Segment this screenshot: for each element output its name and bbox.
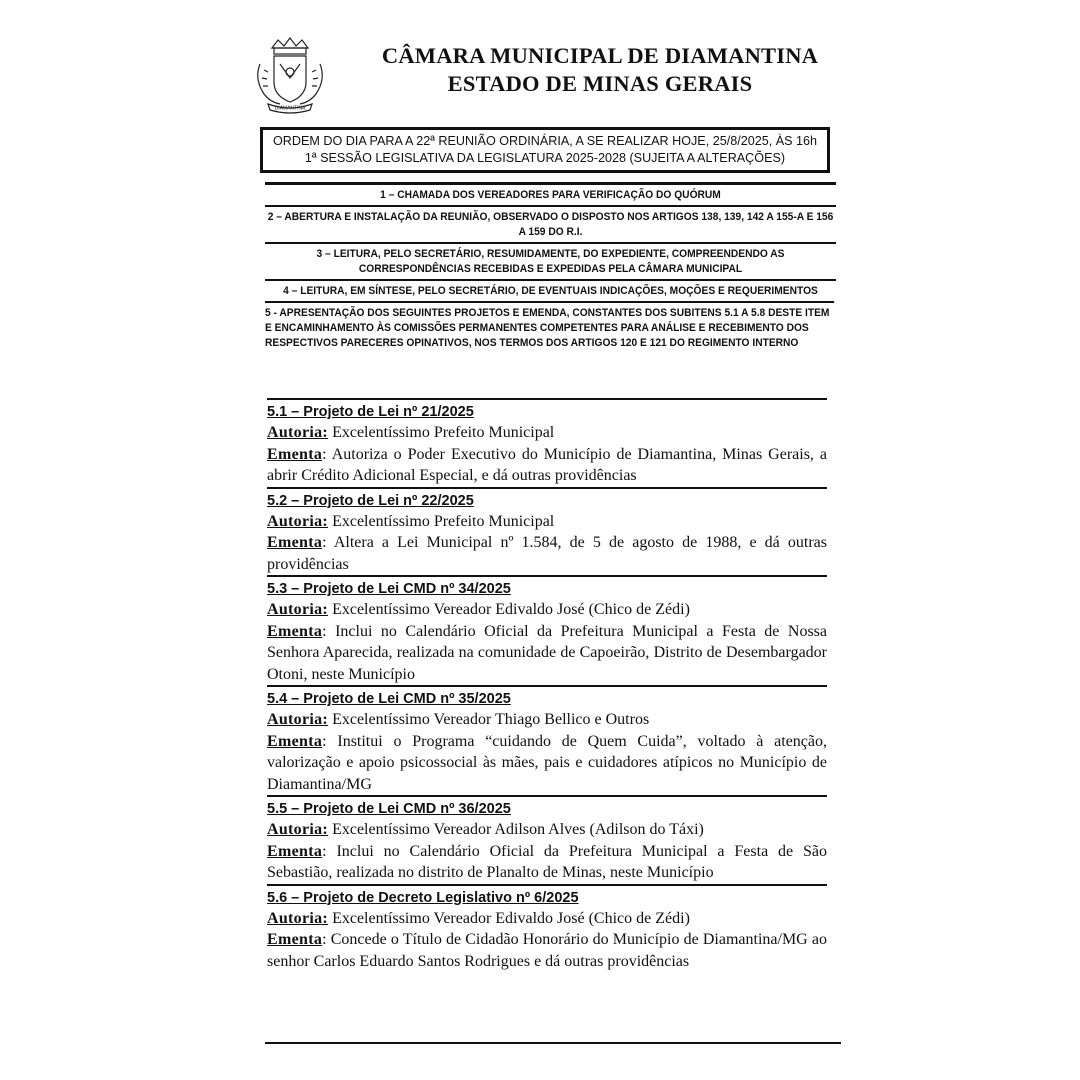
- project-item: 5.5 – Projeto de Lei CMD nº 36/2025 Autoria: Excelentíssimo Vereador Adilson Alves (Adilson do Táxi) Ementa: Inclui no Calendário Oficial da Prefeitura Municipal a Festa de São Sebastião, realizada no distrito de Planalto de Minas, neste Município: [267, 795, 827, 884]
- order-line-2: 1ª SESSÃO LEGISLATIVA DA LEGISLATURA 2025-2028 (SUJEITA A ALTERAÇÕES): [304, 151, 786, 165]
- ementa-label: Ementa: [267, 445, 323, 463]
- agenda-item-2: 2 – ABERTURA E INSTALAÇÃO DA REUNIÃO, OBSERVADO O DISPOSTO NOS ARTIGOS 138, 139, 142 A 155-A E 156 A 159 DO R.I.: [265, 205, 836, 242]
- project-summary: Institui o Programa “cuidando de Quem Cuida”, voltado à atenção, valorização e apoio psicossocial às mães, pais e cuidadores atípicos no Município de Diamantina/MG: [267, 732, 827, 793]
- project-title: 5.5 – Projeto de Lei CMD nº 36/2025: [267, 801, 511, 817]
- project-author: Excelentíssimo Prefeito Municipal: [332, 512, 555, 530]
- ementa-label: Ementa: [267, 732, 323, 750]
- project-author: Excelentíssimo Vereador Edivaldo José (Chico de Zédi): [332, 909, 690, 927]
- agenda-item-1: 1 – CHAMADA DOS VEREADORES PARA VERIFICAÇÃO DO QUÓRUM: [265, 182, 836, 205]
- project-title: 5.2 – Projeto de Lei nº 22/2025: [267, 492, 474, 509]
- state-title: ESTADO DE MINAS GERAIS: [447, 71, 753, 96]
- project-summary: Altera a Lei Municipal nº 1.584, de 5 de agosto de 1988, e dá outras providências: [267, 534, 827, 573]
- autoria-label: Autoria:: [267, 424, 329, 441]
- project-title: 5.6 – Projeto de Decreto Legislativo nº 6/2025: [267, 889, 579, 906]
- project-summary: Inclui no Calendário Oficial da Prefeitura Municipal a Festa de Nossa Senhora Aparecida, realizada na comunidade de Capoeirão, Distrito de Desembargador Otoni, neste Município: [267, 622, 828, 683]
- order-line-1: ORDEM DO DIA PARA A 22ª REUNIÃO ORDINÁRIA, A SE REALIZAR HOJE, 25/8/2025, ÀS 16h: [272, 134, 818, 148]
- ementa-label: Ementa: [267, 842, 323, 860]
- project-item: 5.4 – Projeto de Lei CMD nº 35/2025 Autoria: Excelentíssimo Vereador Thiago Bellico e Outros Ementa: Institui o Programa “cuidando de Quem Cuida”, voltado à atenção, valorização e apoio psicossocial às mães, pais e cuidadores atípicos no Município de Diamantina/MG: [267, 685, 827, 795]
- project-title: 5.3 – Projeto de Lei CMD nº 34/2025: [267, 581, 511, 597]
- agenda-item-3: 3 – LEITURA, PELO SECRETÁRIO, RESUMIDAMENTE, DO EXPEDIENTE, COMPREENDENDO AS CORRESPONDÊNCIAS RECEBIDAS E EXPEDIDAS PELA CÂMARA MUNICIPAL: [265, 242, 836, 279]
- order-of-day-box: [260, 127, 830, 173]
- ementa-label: Ementa: [267, 534, 323, 551]
- autoria-label: Autoria:: [267, 711, 329, 728]
- municipal-crest-icon: [250, 34, 330, 114]
- project-author: Excelentíssimo Vereador Thiago Bellico e Outros: [332, 711, 650, 728]
- project-summary: Autoriza o Poder Executivo do Município de Diamantina, Minas Gerais, a abrir Crédito Adicional Especial, e dá outras providências: [267, 445, 828, 484]
- project-title: 5.1 – Projeto de Lei nº 21/2025: [267, 404, 474, 420]
- project-item: 5.3 – Projeto de Lei CMD nº 34/2025 Autoria: Excelentíssimo Vereador Edivaldo José (Chico de Zédi) Ementa: Inclui no Calendário Oficial da Prefeitura Municipal a Festa de Nossa Senhora Aparecida, realizada na comunidade de Capoeirão, Distrito de Desembargador Otoni, neste Município: [267, 575, 827, 685]
- project-item: 5.1 – Projeto de Lei nº 21/2025 Autoria: Excelentíssimo Prefeito Municipal Ementa: Autoriza o Poder Executivo do Município de Diamantina, Minas Gerais, a abrir Crédito Adicional Especial, e dá outras providências: [267, 398, 827, 487]
- svg-text:DIAMANTINA: DIAMANTINA: [274, 105, 306, 112]
- autoria-label: Autoria:: [267, 601, 329, 618]
- bottom-divider: [265, 1042, 841, 1044]
- project-author: Excelentíssimo Vereador Edivaldo José (Chico de Zédi): [332, 601, 690, 618]
- projects-list: [267, 398, 827, 972]
- council-title: CÂMARA MUNICIPAL DE DIAMANTINA: [381, 43, 819, 68]
- agenda-item-4: 4 – LEITURA, EM SÍNTESE, PELO SECRETÁRIO, DE EVENTUAIS INDICAÇÕES, MOÇÕES E REQUERIMENTOS: [265, 279, 836, 301]
- project-author: Excelentíssimo Vereador Adilson Alves (Adilson do Táxi): [332, 821, 704, 838]
- project-item: 5.6 – Projeto de Decreto Legislativo nº 6/2025 Autoria: Excelentíssimo Vereador Edivaldo José (Chico de Zédi) Ementa: Concede o Título de Cidadão Honorário do Município de Diamantina/MG ao senhor Carlos Eduardo Santos Rodrigues e dá outras providências: [267, 884, 827, 973]
- ementa-label: Ementa: [267, 622, 323, 640]
- project-item: 5.2 – Projeto de Lei nº 22/2025 Autoria: Excelentíssimo Prefeito Municipal Ementa: Altera a Lei Municipal nº 1.584, de 5 de agosto de 1988, e dá outras providências: [267, 487, 827, 576]
- autoria-label: Autoria:: [267, 821, 329, 838]
- project-summary: Concede o Título de Cidadão Honorário do Município de Diamantina/MG ao senhor Carlos Eduardo Santos Rodrigues e dá outras providências: [267, 931, 827, 970]
- autoria-label: Autoria:: [267, 512, 329, 530]
- autoria-label: Autoria:: [267, 909, 329, 927]
- project-author: Excelentíssimo Prefeito Municipal: [332, 424, 555, 441]
- agenda-item-5: 5 - APRESENTAÇÃO DOS SEGUINTES PROJETOS E EMENDA, CONSTANTES DOS SUBITENS 5.1 A 5.8 DESTE ITEM E ENCAMINHAMENTO ÀS COMISSÕES PERMANENTES COMPETENTES PARA ANÁLISE E RECEBIMENTO DOS RESPECTIVOS PARECERES OPINATIVOS, NOS TERMOS DOS ARTIGOS 120 E 121 DO REGIMENTO INTERNO: [265, 301, 834, 353]
- project-summary: Inclui no Calendário Oficial da Prefeitura Municipal a Festa de São Sebastião, realizada no distrito de Planalto de Minas, neste Município: [267, 842, 828, 881]
- project-title: 5.4 – Projeto de Lei CMD nº 35/2025: [267, 691, 511, 707]
- document-header: [250, 34, 840, 114]
- ementa-label: Ementa: [267, 931, 323, 948]
- agenda-list: [265, 182, 833, 353]
